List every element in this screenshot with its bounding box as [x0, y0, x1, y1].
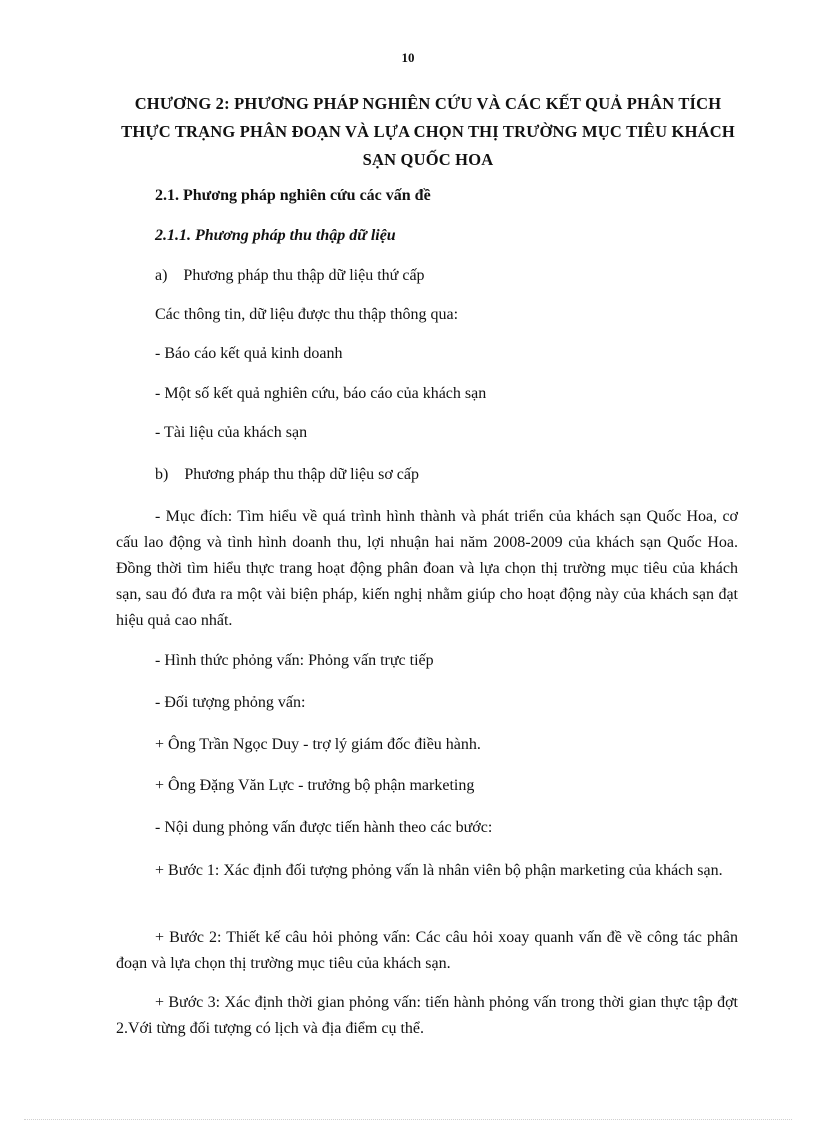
interview-form: - Hình thức phỏng vấn: Phỏng vấn trực tiếp — [155, 652, 434, 669]
bullet-research-results: - Một số kết quả nghiên cứu, báo cáo của khách sạn — [155, 385, 487, 402]
step-3-paragraph: + Bước 3: Xác định thời gian phỏng vấn: tiến hành phỏng vấn trong thời gian thực tập đợt 2.Với từng đối tượng có lịch và địa điểm cụ thể. — [116, 994, 738, 1037]
chapter-title: CHƯƠNG 2: PHƯƠNG PHÁP NGHIÊN CỨU VÀ CÁC KẾT QUẢ PHÂN TÍCH THỰC TRẠNG PHÂN ĐOẠN VÀ LỰA CHỌN THỊ TRƯỜNG MỤC TIÊU KHÁCH SẠN QUỐC HOA — [121, 94, 735, 169]
page-bottom-border — [24, 1119, 792, 1120]
section-heading-2-1-1: 2.1.1. Phương pháp thu thập dữ liệu — [155, 227, 396, 244]
interview-subject-2: + Ông Đặng Văn Lực - trưởng bộ phận marketing — [155, 777, 475, 794]
bullet-hotel-documents: - Tài liệu của khách sạn — [155, 424, 308, 441]
purpose-paragraph: - Mục đích: Tìm hiểu về quá trình hình thành và phát triển của khách sạn Quốc Hoa, cơ cấu lao động và tình hình doanh thu, lợi nhuận hai năm 2008-2009 của khách sạn Quốc Hoa. Đồng thời tìm hiểu thực trang hoạt động phân đoan và lựa chọn thị trường mục tiêu của khách sạn, sau đó đưa ra một vài biện pháp, kiến nghị nhằm giúp cho hoạt động này của khách sạn đạt hiệu quả cao nhất. — [116, 508, 738, 629]
item-b-primary-data: b) Phương pháp thu thập dữ liệu sơ cấp — [155, 466, 420, 483]
step-1-paragraph: + Bước 1: Xác định đối tượng phỏng vấn là nhân viên bộ phận marketing của khách sạn. — [155, 862, 723, 879]
intro-line: Các thông tin, dữ liệu được thu thập thông qua: — [155, 306, 459, 323]
interview-content: - Nội dung phỏng vấn được tiến hành theo các bước: — [155, 819, 493, 836]
interview-subject-1: + Ông Trần Ngọc Duy - trợ lý giám đốc điều hành. — [155, 736, 481, 753]
bullet-business-report: - Báo cáo kết quả kinh doanh — [155, 345, 343, 362]
page-number: 10 — [401, 50, 415, 65]
section-heading-2-1: 2.1. Phương pháp nghiên cứu các vấn đề — [155, 187, 431, 204]
step-2-paragraph: + Bước 2: Thiết kế câu hỏi phỏng vấn: Các câu hỏi xoay quanh vấn đề về công tác phân đoạn và lựa chọn thị trường mục tiêu của khách sạn. — [116, 929, 738, 972]
interview-subjects: - Đối tượng phỏng vấn: — [155, 694, 306, 711]
item-a-secondary-data: a) Phương pháp thu thập dữ liệu thứ cấp — [155, 267, 425, 284]
